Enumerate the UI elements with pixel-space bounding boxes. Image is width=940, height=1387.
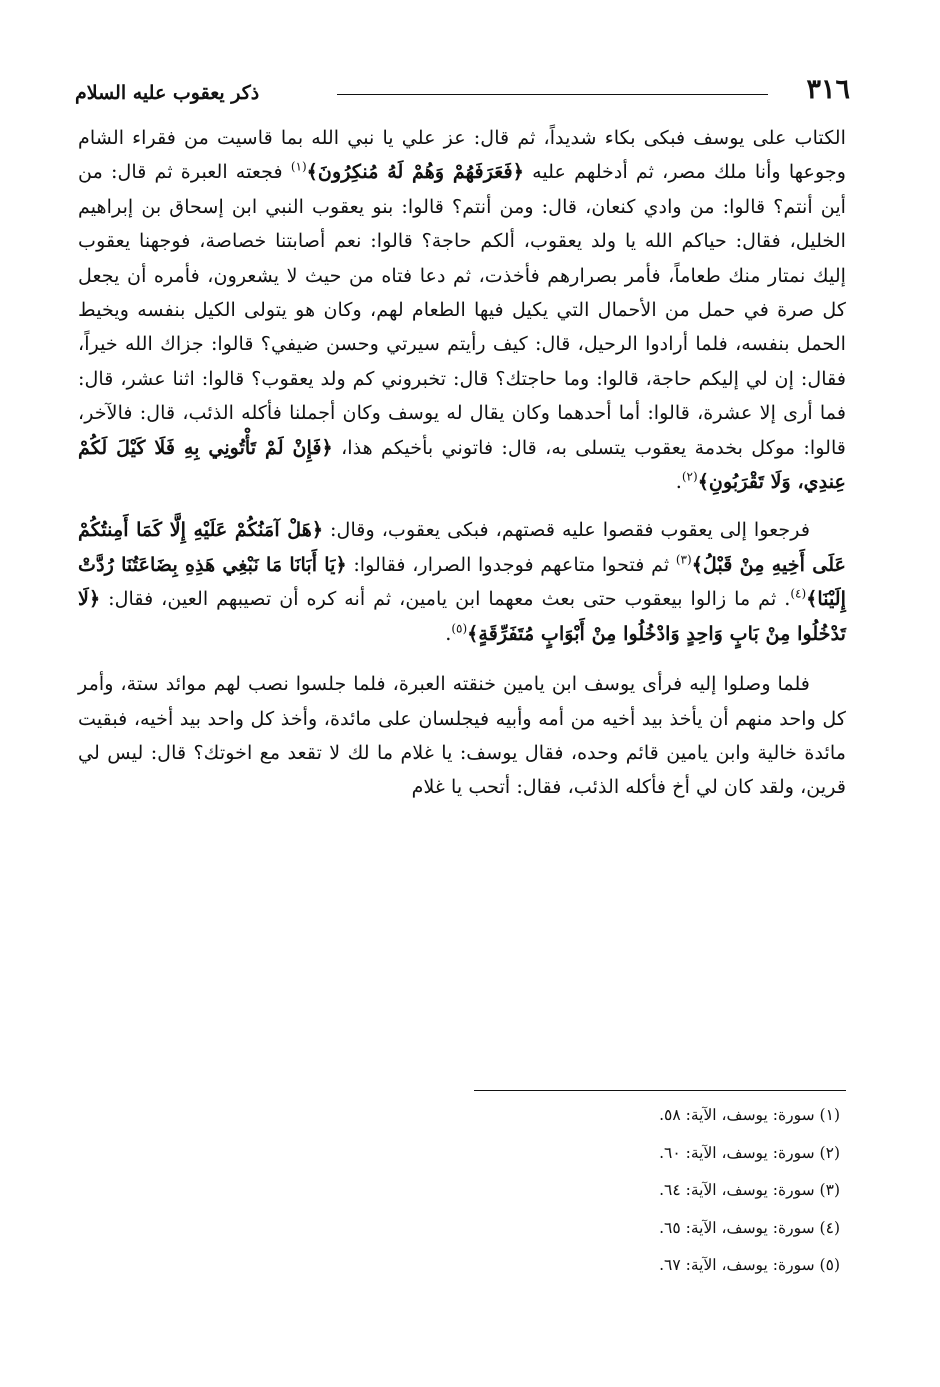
footnote-reference: (٤) (790, 586, 807, 601)
footnote-reference: (٥) (451, 621, 468, 636)
page-number: ٣١٦ (806, 74, 850, 105)
text-run: ثم فتحوا متاعهم فوجدوا الصرار، فقالوا: (346, 552, 676, 576)
quran-verse: ﴿فَإِنْ لَمْ تَأْتُونِي بِهِ فَلَا كَيْلَ لَكُمْ عِندِي، وَلَا تَقْرَبُونِ﴾ (78, 435, 846, 494)
text-run: . ثم ما زالوا بيعقوب حتى بعث معهما ابن يامين، ثم أنه كره أن تصيبهم العين، فقال: (100, 587, 791, 611)
running-title: ذكر يعقوب عليه السلام (75, 82, 260, 104)
footnote: (١) سورة: يوسف، الآية: ٥٨. (659, 1106, 840, 1124)
text-run: فجعته العبرة ثم قال: من أين أنتم؟ قالوا: من وادي كنعان، قال: ومن أنتم؟ قالوا: بنو يعقوب النبي ابن إسحاق بن إبراهيم الخليل، فقال: حياكم الله يا ولد يعقوب، ألكم حاجة؟ قالوا: نعم أصابتنا خصاصة، فوجهنا يعقوب إليك نمتار منك طعاماً، فأمر بصرارهم فأخذت، ثم دعا فتاه من حيث لا يشعرون، فأمره أن يجعل كل صرة في حمل من الأحمال التي يكيل فيها الطعام لهم، وكان هو يتولى الكيل بنفسه ويخيط الحمل بنفسه، فلما أرادوا الرحيل، قال: كيف رأيتم سيرتي وحسن ضيفي؟ قالوا: جزاك الله خيراً، فقال: إن لي إليكم حاجة، قالوا: وما حاجتك؟ قال: تخبروني كم ولد يعقوب؟ قالوا: اثنا عشر، قال: فما أرى إلا عشرة، قالوا: أما أحدهما وكان يقال له يوسف وكان أجملنا فأكله الذئب، قال: فالآخر، قالوا: موكل بخدمة يعقوب يتسلى به، قال: فاتوني بأخيكم هذا، (78, 160, 846, 459)
footnote-reference: (٢) (681, 469, 698, 484)
paragraph (78, 121, 846, 499)
footnote-separator (474, 1090, 846, 1091)
main-text (78, 121, 846, 805)
page-header (75, 72, 850, 112)
header-rule (337, 94, 768, 95)
footnote: (٥) سورة: يوسف، الآية: ٦٧. (659, 1256, 840, 1275)
paragraph (78, 667, 846, 805)
text-run: فرجعوا إلى يعقوب فقصوا عليه قصتهم، فبكى يعقوب، وقال: (323, 518, 810, 542)
footnotes (340, 1097, 840, 1285)
footnote: (٢) سورة: يوسف، الآية: ٦٠. (659, 1143, 840, 1162)
quran-verse: ﴿فَعَرَفَهُمْ وَهُمْ لَهُ مُنكِرُونَ﴾ (306, 160, 524, 184)
text-run: الكتاب على يوسف فبكى بكاء شديداً، ثم قال: عز علي يا نبي الله بما قاسيت من فقراء الشام وجوعها وأنا ملك مصر، ثم أدخلهم عليه (78, 126, 846, 184)
quran-verse: ﴿لَا تَدْخُلُوا مِنْ بَابٍ وَاحِدٍ وَادْخُلُوا مِنْ أَبْوَابٍ مُتَفَرِّقَةٍ﴾ (78, 587, 846, 645)
footnote: (٣) سورة: يوسف، الآية: ٦٤. (659, 1181, 840, 1200)
footnote-reference: (٣) (675, 552, 692, 567)
footnote-reference: (١) (290, 160, 307, 175)
quran-verse: ﴿هَلْ آمَنُكُمْ عَلَيْهِ إِلَّا كَمَا أَمِنتُكُمْ عَلَى أَخِيهِ مِنْ قَبْلُ﴾ (78, 518, 846, 576)
text-run: فلما وصلوا إليه فرأى يوسف ابن يامين خنقته العبرة، فلما جلسوا نصب لهم موائد ستة، وأمر كل واحد منهم أن يأخذ بيد أخيه من أمه وأبيه فيجلسان على مائدة، وأخذ كل واحد بيد أخيه، فبقيت مائدة خالية وابن يامين قائم وحده، فقال يوسف: يا غلام ما لك لا تقعد مع اخوتك؟ قال: ليس لي قرين، ولقد كان لي أخ فأكله الذئب، فقال: أتحب يا غلام (78, 672, 846, 799)
text-run: . (675, 470, 682, 494)
quran-verse: ﴿يَا أَبَانَا مَا نَبْغِي هَذِهِ بِضَاعَتُنَا رُدَّتْ إِلَيْنَا﴾ (78, 552, 846, 611)
footnote: (٤) سورة: يوسف، الآية: ٦٥. (659, 1218, 840, 1237)
paragraph (78, 513, 846, 651)
text-run: . (445, 621, 452, 645)
